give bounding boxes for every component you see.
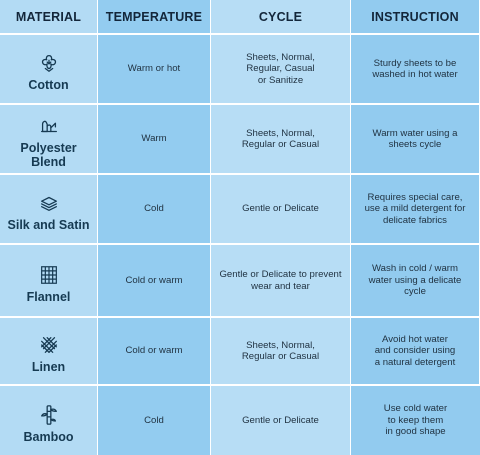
- material-cell: [0, 175, 98, 243]
- material-label: Flannel: [26, 289, 71, 304]
- cycle-cell: Gentle or Delicate to prevent wear and tear: [211, 245, 351, 316]
- cycle-cell: Sheets, Normal, Regular, Casual or Sanitize: [211, 35, 351, 103]
- polyester-fabric-icon: [38, 115, 60, 137]
- instruction-cell: Wash in cold / warm water using a delicate cycle: [351, 245, 480, 316]
- instruction-cell: Sturdy sheets to be washed in hot water: [351, 35, 480, 103]
- bamboo-stalk-icon: [38, 404, 60, 426]
- material-cell: [0, 318, 98, 384]
- cotton-flower-icon: [38, 52, 60, 74]
- material-label: Polyester Blend: [20, 141, 77, 169]
- material-label: Cotton: [28, 78, 69, 92]
- instruction-cell: Warm water using a sheets cycle: [351, 105, 480, 173]
- material-cell: [0, 386, 98, 455]
- temperature-cell: Cold: [98, 175, 211, 243]
- cycle-cell: Sheets, Normal, Regular or Casual: [211, 105, 351, 173]
- instruction-cell: Requires special care, use a mild detergent for delicate fabrics: [351, 175, 480, 243]
- material-label: Silk and Satin: [7, 218, 90, 232]
- header-instruction: INSTRUCTION: [351, 0, 480, 33]
- material-label: Linen: [31, 360, 66, 374]
- header-material: MATERIAL: [0, 0, 98, 33]
- material-cell: [0, 35, 98, 103]
- header-cycle: CYCLE: [211, 0, 351, 33]
- cycle-cell: Gentle or Delicate: [211, 175, 351, 243]
- temperature-cell: Cold or warm: [98, 318, 211, 384]
- temperature-cell: Warm or hot: [98, 35, 211, 103]
- temperature-cell: Cold: [98, 386, 211, 455]
- header-temperature: TEMPERATURE: [98, 0, 211, 33]
- material-cell: [0, 245, 98, 316]
- material-cell: [0, 105, 98, 173]
- flannel-plaid-icon: [38, 264, 60, 286]
- folded-silk-icon: [38, 192, 60, 214]
- temperature-cell: Warm: [98, 105, 211, 173]
- linen-weave-icon: [38, 334, 60, 356]
- instruction-cell: Avoid hot water and consider using a natural detergent: [351, 318, 480, 384]
- cycle-cell: Gentle or Delicate: [211, 386, 351, 455]
- temperature-cell: Cold or warm: [98, 245, 211, 316]
- instruction-cell: Use cold water to keep them in good shape: [351, 386, 480, 455]
- cycle-cell: Sheets, Normal, Regular or Casual: [211, 318, 351, 384]
- material-label: Bamboo: [23, 429, 74, 444]
